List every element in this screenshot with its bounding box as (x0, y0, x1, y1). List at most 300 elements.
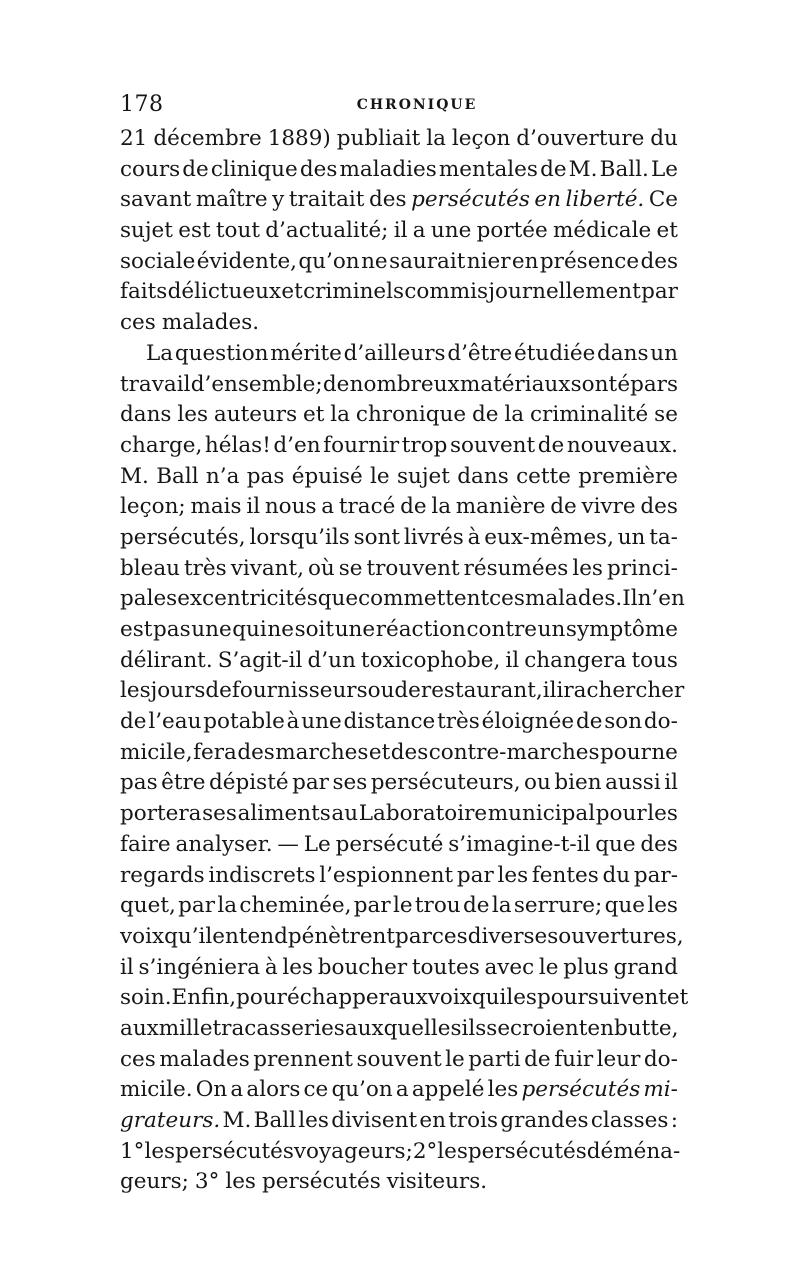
word: à (286, 709, 300, 735)
word: a (230, 1077, 244, 1103)
word: excentricités (177, 586, 318, 612)
word: à (467, 524, 481, 550)
word: tout (215, 218, 260, 244)
text-line (120, 615, 678, 646)
text-line (120, 676, 685, 707)
word: leur (596, 1046, 641, 1072)
word: butte, (613, 1015, 679, 1041)
word: ils (461, 1015, 487, 1041)
word: épuisé (291, 463, 363, 489)
word: que (595, 831, 636, 857)
word: aux (120, 1015, 159, 1041)
word: contre-marches (428, 739, 600, 765)
word: classes (590, 1108, 669, 1133)
word: très (437, 709, 480, 735)
word: de (575, 709, 603, 735)
word: tous (631, 647, 678, 673)
word: souvent (356, 1046, 442, 1072)
word: d’être (447, 340, 513, 366)
word: mille (158, 1015, 213, 1041)
word: aux (388, 985, 428, 1011)
word: ouvertures, (558, 923, 684, 949)
word: pour (236, 985, 287, 1011)
word: trop (401, 432, 448, 458)
word: les (120, 678, 151, 704)
word: du (650, 126, 678, 151)
word: Le (650, 156, 678, 182)
word: mais (190, 494, 242, 520)
body-text (120, 124, 689, 1198)
word: jours (150, 678, 206, 704)
word: restaurant, (420, 678, 543, 704)
word: la (504, 402, 525, 428)
word: délirant. (120, 647, 213, 673)
word: ces (120, 310, 156, 336)
word: do- (643, 709, 678, 735)
word: fentes (531, 862, 599, 888)
word: réaction (375, 617, 466, 642)
word: les (647, 893, 678, 919)
word: du (602, 862, 631, 888)
word: de (540, 156, 567, 182)
word: poursuivent (536, 985, 667, 1011)
word: de (471, 402, 499, 428)
word: analyser. (175, 831, 273, 857)
word: avec (484, 954, 535, 980)
word: nous (264, 494, 317, 520)
word: ses (202, 801, 237, 827)
word: que (604, 893, 645, 919)
word: appelé (411, 1077, 485, 1103)
word: boucher (317, 954, 408, 980)
word: s’imagine-t-il (448, 831, 591, 857)
word: Il (622, 586, 638, 612)
word: commettent (358, 586, 490, 612)
word: 1889) (267, 126, 331, 151)
word: quet, (120, 893, 176, 919)
word: les (506, 985, 537, 1011)
word: ou (367, 678, 395, 704)
word: les (144, 1138, 176, 1164)
word: par (641, 279, 678, 305)
word: manière (455, 494, 546, 520)
word: pas (120, 770, 158, 796)
word: par (456, 862, 494, 888)
word: que (317, 586, 359, 612)
word: maladies (339, 156, 437, 182)
word: 2° (412, 1138, 438, 1164)
word: qu’on (331, 1077, 393, 1103)
text-line (120, 584, 685, 615)
word: les (225, 1169, 256, 1195)
word: pales (120, 586, 178, 612)
word: municipal (487, 801, 596, 827)
word: ou (524, 770, 551, 796)
word: entend (212, 923, 288, 949)
word: y (272, 187, 285, 213)
word: 1° (120, 1138, 145, 1164)
word: et (281, 279, 303, 305)
word: au (331, 801, 359, 827)
text-line (120, 277, 678, 308)
text-line (120, 1137, 681, 1168)
word: pour (600, 739, 651, 765)
word: qu’il (164, 923, 213, 949)
text-line (120, 646, 678, 677)
word: est (178, 218, 211, 244)
word: diverses (467, 923, 559, 949)
word: se (654, 402, 678, 428)
word: potable (203, 709, 285, 735)
word: de (182, 156, 209, 182)
word: il (120, 954, 134, 980)
word: est (120, 617, 153, 642)
word: médicale (553, 218, 652, 244)
word: des (390, 739, 429, 765)
word: indiscrets (208, 862, 316, 888)
word: soit (294, 617, 335, 642)
word: sujet (397, 463, 450, 489)
word: d’ensemble; (190, 371, 323, 397)
word: à (264, 954, 278, 980)
word: princi- (606, 555, 678, 581)
word: persécutés (411, 187, 530, 213)
word: parti (468, 1046, 521, 1072)
word: travail (120, 371, 191, 397)
text-line (120, 1045, 678, 1076)
word: un (617, 524, 646, 550)
word: en (587, 1015, 614, 1041)
word: par (353, 893, 391, 919)
word: en (419, 1108, 446, 1133)
word: soin. (120, 985, 172, 1011)
text-line (120, 185, 678, 216)
word: délictueux (167, 279, 282, 305)
word: le (538, 954, 559, 980)
text-line (120, 492, 678, 523)
word: la (217, 893, 238, 919)
word: Laboratoire (358, 801, 488, 827)
word: d’en (273, 432, 321, 458)
word: persécuteurs, (370, 770, 521, 796)
text-line (120, 400, 678, 431)
word: une (334, 617, 376, 642)
word: voix (120, 923, 165, 949)
word: première (578, 463, 678, 489)
word: et (303, 402, 325, 428)
word: des (640, 831, 678, 857)
word: ira (556, 678, 587, 704)
word: par (292, 770, 329, 796)
word: geurs; (120, 1169, 189, 1195)
word: sont (353, 524, 401, 550)
word: il (542, 678, 557, 704)
word: un (650, 340, 678, 366)
word: en (534, 187, 561, 213)
word: visiteurs. (386, 1169, 488, 1195)
word: son (604, 709, 643, 735)
word: Ce (648, 187, 678, 213)
word: persécutés, (120, 524, 246, 550)
word: dans (457, 463, 509, 489)
text-line (120, 339, 678, 370)
word: n’en (637, 586, 685, 612)
text-line (120, 861, 678, 892)
word: il (246, 494, 261, 520)
word: tracé (338, 494, 396, 520)
word: micile, (120, 739, 193, 765)
word: serrure; (513, 893, 603, 919)
word: en (511, 248, 539, 274)
text-line (120, 155, 678, 186)
word: il (505, 647, 520, 673)
text-line (120, 462, 678, 493)
word: les (497, 862, 529, 888)
word: pour (595, 801, 647, 827)
text-line (120, 124, 678, 155)
word: malades. (524, 586, 623, 612)
word: : (670, 1108, 678, 1133)
word: tracasseries (212, 1015, 345, 1041)
word: nouveaux. (566, 432, 678, 458)
word: Ball (156, 463, 199, 489)
word: de (462, 893, 490, 919)
word: question (174, 340, 269, 366)
word: contre (466, 617, 537, 642)
word: voix (427, 985, 472, 1011)
word: éloignée (481, 709, 575, 735)
word: dans (597, 340, 649, 366)
text-line (120, 554, 678, 585)
word: les (647, 801, 678, 827)
word: cette (516, 463, 571, 489)
word: clinique (210, 156, 298, 182)
word: étudiée (514, 340, 596, 366)
word: auteurs (213, 402, 298, 428)
word: de (524, 1046, 551, 1072)
word: les (298, 1108, 329, 1133)
word: ces (431, 923, 468, 949)
word: de (322, 371, 350, 397)
word: sont (570, 371, 618, 397)
word: de (400, 494, 427, 520)
word: pas (246, 463, 285, 489)
word: malades. (161, 310, 260, 336)
word: grandes (500, 1108, 589, 1133)
word: mi- (643, 1077, 678, 1103)
word: changera (524, 647, 627, 673)
word: publiait (336, 126, 421, 151)
word: il (664, 770, 678, 796)
word: dépisté (209, 770, 289, 796)
word: par- (633, 862, 678, 888)
word: alors (246, 1077, 301, 1103)
word: portera (120, 801, 202, 827)
text-line (120, 799, 678, 830)
word: ce (303, 1077, 329, 1103)
word: souvent (449, 432, 536, 458)
word: très (184, 555, 227, 581)
word: croient (510, 1015, 588, 1041)
word: mérite (270, 340, 342, 366)
word: fera (193, 739, 237, 765)
word: la (431, 494, 452, 520)
text-line (120, 308, 678, 339)
word: maître (195, 187, 268, 213)
word: nier (466, 248, 511, 274)
word: aliments (237, 801, 331, 827)
word: persécutés (467, 1138, 587, 1164)
word: une (191, 617, 232, 642)
word: pas (153, 617, 191, 642)
word: — (277, 831, 299, 857)
word: présence (539, 248, 640, 274)
word: 3° (194, 1169, 220, 1195)
word: ne (267, 617, 294, 642)
word: auxquelles (344, 1015, 462, 1041)
word: regards (120, 862, 205, 888)
word: leçon (451, 126, 511, 151)
word: criminels (303, 279, 405, 305)
word: n’a (205, 463, 240, 489)
word: On (195, 1077, 228, 1103)
word: des (368, 187, 407, 213)
word: voyageurs; (293, 1138, 413, 1164)
word: sociale (120, 248, 196, 274)
word: la (330, 402, 350, 428)
word: vivant, (230, 555, 304, 581)
word: fournir (323, 432, 400, 458)
word: aussi (605, 770, 661, 796)
word: dans (120, 402, 172, 428)
word: leçon; (120, 494, 186, 520)
word: Enfin, (171, 985, 237, 1011)
word: d’actualité; (265, 218, 389, 244)
word: traitait (288, 187, 365, 213)
text-line (120, 370, 678, 401)
word: où (307, 555, 335, 581)
word: l’eau (148, 709, 202, 735)
word: grand (613, 954, 678, 980)
word: des (299, 156, 338, 182)
text-line (120, 707, 678, 738)
word: qui (471, 985, 507, 1011)
word: Ball (253, 1108, 297, 1133)
word: commis (404, 279, 489, 305)
word: faits (120, 279, 168, 305)
text-line (120, 768, 678, 799)
word: mentales (438, 156, 538, 182)
text-line (120, 738, 678, 769)
word: pénètrent (287, 923, 396, 949)
word: prennent (253, 1046, 353, 1072)
word: bleau (120, 555, 181, 581)
word: et (656, 218, 678, 244)
word: bien (554, 770, 602, 796)
word: La (146, 340, 174, 366)
word: la (491, 893, 512, 919)
word: d’un (307, 647, 356, 673)
word: sujet (120, 218, 173, 244)
running-title: CHRONIQUE (356, 97, 478, 113)
page-number: 178 (120, 92, 164, 117)
word: qu’on (298, 248, 360, 274)
word: une (430, 218, 472, 244)
word: le (370, 463, 390, 489)
word: de (394, 678, 421, 704)
word: a (395, 1077, 409, 1103)
word: échapper (286, 985, 389, 1011)
word: de (550, 494, 577, 520)
word: divisent (331, 1108, 418, 1133)
word: savant (120, 187, 192, 213)
word: épars (617, 371, 678, 397)
word: 21 (120, 126, 148, 151)
word: plus (563, 954, 609, 980)
word: criminalité (530, 402, 649, 428)
word: trouvent (366, 555, 460, 581)
word: décembre (153, 126, 262, 151)
word: hélas! (204, 432, 271, 458)
text-line (120, 922, 684, 953)
word: il (393, 218, 408, 244)
word: ta- (649, 524, 678, 550)
word: cours (120, 156, 181, 182)
word: des (237, 739, 275, 765)
word: être (161, 770, 206, 796)
word: les (572, 555, 603, 581)
word: nombreux (349, 371, 460, 397)
word: persécutés (521, 1077, 641, 1103)
word: Ball. (599, 156, 649, 182)
word: grateurs. (120, 1108, 221, 1133)
word: M. (120, 463, 149, 489)
word: un (537, 617, 566, 642)
word: évidente, (196, 248, 298, 274)
word: le (392, 893, 413, 919)
word: une (301, 709, 342, 735)
word: ne (361, 248, 388, 274)
word: symptôme (565, 617, 678, 642)
text-line (120, 891, 678, 922)
text-line (120, 1167, 678, 1198)
word: persécutés (261, 1169, 381, 1195)
word: faire (120, 831, 171, 857)
word: et (666, 985, 689, 1011)
word: s’ingéniera (138, 954, 261, 980)
word: les (282, 954, 314, 980)
word: se (486, 1015, 511, 1041)
word: toxicophobe, (360, 647, 501, 673)
word: des (640, 248, 678, 274)
text-line (120, 983, 689, 1014)
word: toutes (411, 954, 480, 980)
word: micile. (120, 1077, 193, 1103)
word: malades (159, 1046, 250, 1072)
word: résumées (463, 555, 569, 581)
word: liberté. (565, 187, 645, 213)
word: par (178, 893, 216, 919)
word: des (640, 494, 678, 520)
text-line (120, 1106, 678, 1137)
word: vivre (581, 494, 636, 520)
text-line (120, 523, 678, 554)
word: M. (568, 156, 598, 182)
text-line (120, 1075, 678, 1106)
word: de (537, 432, 565, 458)
word: matériaux (459, 371, 571, 397)
word: et (368, 739, 391, 765)
